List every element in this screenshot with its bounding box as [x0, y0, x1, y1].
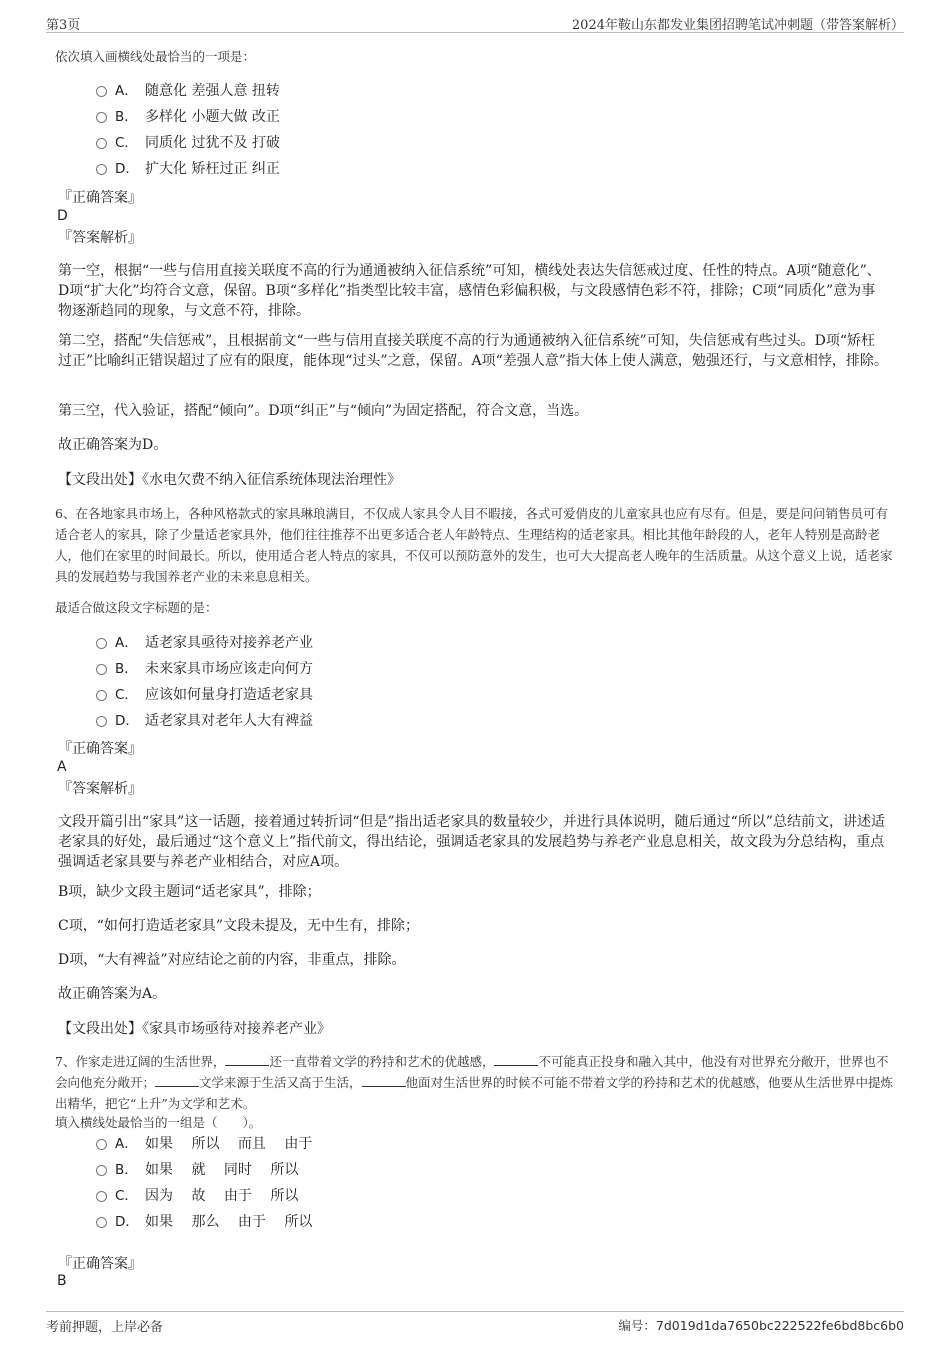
- q6-analysis-paragraph: 文段开篇引出“家具”这一话题，接着通过转折词“但是”指出适老家具的数量较少，并进行具体说明，随后通过“所以”总结前文，讲述适老家具的好处，最后通过“这个意义上”指代前文，得出结论，强调适老家具的发展趋势与养老产业息息相关，故文段为分总结构，重点强调适老家具要与养老产业相结合，对应A项。: [58, 814, 885, 870]
- q5-answer-label: 『正确答案』: [58, 190, 142, 206]
- radio-icon[interactable]: [96, 112, 107, 123]
- q6-option-a[interactable]: A． 适老家具亟待对接养老产业: [96, 632, 313, 654]
- q6-analysis-label: 『答案解析』: [58, 781, 142, 797]
- q6-analysis-paragraph: C项，“如何打造适老家具”文段未提及，无中生有，排除；: [58, 918, 420, 934]
- fill-blank: [494, 1053, 538, 1066]
- radio-icon[interactable]: [96, 638, 107, 649]
- q5-option-c[interactable]: C． 同质化 过犹不及 打破: [96, 132, 280, 154]
- q5-analysis-label: 『答案解析』: [58, 230, 142, 246]
- radio-icon[interactable]: [96, 690, 107, 701]
- q5-analysis-paragraph: 故正确答案为D。: [58, 437, 168, 453]
- radio-icon[interactable]: [96, 86, 107, 97]
- q6-passage: 6、在各地家具市场上，各种风格款式的家具琳琅满目，不仅成人家具令人目不暇接，各式可爱俏皮的儿童家具也应有尽有。但是，要是问问销售员可有适合老人的家具，除了少量适老家具外，他们往往推荐不出更多适合老人年龄特点、生理结构的适老家具。相比其他年龄段的人，老年人特别是高龄老人，他们在家里的时间最长。所以，使用适合老人特点的家具，不仅可以预防意外的发生，也可大大提高老人晚年的生活质量。从这个意义上说，适老家具的发展趋势与我国养老产业的未来息息相关。: [55, 506, 893, 584]
- q7-option-d[interactable]: D． 如果 那么 由于 所以: [96, 1211, 312, 1233]
- q5-option-d[interactable]: D． 扩大化 矫枉过正 纠正: [96, 158, 280, 180]
- q6-analysis-paragraph: D项，“大有裨益”对应结论之前的内容，非重点，排除。: [58, 952, 406, 968]
- radio-icon[interactable]: [96, 164, 107, 175]
- q7-answer: B: [57, 1273, 67, 1289]
- fill-blank: [362, 1074, 406, 1087]
- q7-option-b[interactable]: B． 如果 就 同时 所以: [96, 1159, 298, 1181]
- q6-analysis-paragraph: 故正确答案为A。: [58, 986, 167, 1002]
- radio-icon[interactable]: [96, 1217, 107, 1228]
- fill-blank: [225, 1053, 269, 1066]
- radio-icon[interactable]: [96, 1165, 107, 1176]
- q5-stem: 依次填入画横线处最恰当的一项是：: [55, 49, 256, 64]
- radio-icon[interactable]: [96, 138, 107, 149]
- q6-stem: 最适合做这段文字标题的是：: [55, 600, 218, 615]
- q6-analysis-paragraph: B项，缺少文段主题词“适老家具”，排除；: [58, 884, 321, 900]
- q7-passage: 7、作家走进辽阔的生活世界， 还一直带着文学的矜持和艺术的优越感， 不可能真正投身和融入其中，他没有对世界充分敞开，世界也不会向他充分敞开； 文学来源于生活又高于生活， 他面对生活世界的时候不可能不带着文学的矜持和艺术的优越感，他要从生活世界中提炼出精华，把它“上升”为文学和艺术。: [55, 1054, 894, 1111]
- q5-answer: D: [57, 208, 68, 224]
- q5-analysis-paragraph: 第一空，根据“一些与信用直接关联度不高的行为通通被纳入征信系统”可知，横线处表达失信惩戒过度、任性的特点。A项“随意化”、D项“扩大化”均符合文意，保留。B项“多样化”指类型比较丰富，感情色彩偏积极，与文段感情色彩不符，排除；C项“同质化”意为事物逐渐趋同的现象，与文意不符，排除。: [58, 263, 881, 319]
- q5-analysis-paragraph: 第二空，搭配“失信惩戒”，且根据前文“一些与信用直接关联度不高的行为通通被纳入征信系统”可知，失信惩戒有些过头。D项“矫枉过正”比喻纠正错误超过了应有的限度，能体现“过头”之意，保留。A项“差强人意”指大体上使人满意，勉强还行，与文意相悖，排除。: [58, 333, 888, 369]
- document-id-value: 7d019d1da7650bc222522fe6bd8bc6b0: [655, 1318, 904, 1333]
- q7-stem: 填入横线处最恰当的一组是（ ）。: [55, 1115, 262, 1130]
- q7-option-c[interactable]: C． 因为 故 由于 所以: [96, 1185, 298, 1207]
- page-number: 第3页: [46, 18, 81, 33]
- page-footer: [46, 1311, 904, 1336]
- q6-option-c[interactable]: C． 应该如何量身打造适老家具: [96, 684, 313, 706]
- q5-source: 【文段出处】《水电欠费不纳入征信系统体现法治理性》: [58, 472, 401, 488]
- q5-option-b[interactable]: B． 多样化 小题大做 改正: [96, 106, 280, 128]
- q6-answer-label: 『正确答案』: [58, 741, 142, 757]
- page-header: [46, 12, 904, 33]
- radio-icon[interactable]: [96, 664, 107, 675]
- q7-option-a[interactable]: A． 如果 所以 而且 由于: [96, 1133, 312, 1155]
- q6-answer: A: [57, 759, 67, 775]
- q5-analysis-paragraph: 第三空，代入验证，搭配“倾向”。D项“纠正”与“倾向”为固定搭配，符合文意，当选。: [58, 403, 589, 419]
- q6-source: 【文段出处】《家具市场亟待对接养老产业》: [58, 1021, 331, 1037]
- q6-option-b[interactable]: B． 未来家具市场应该走向何方: [96, 658, 313, 680]
- radio-icon[interactable]: [96, 1191, 107, 1202]
- q5-option-a[interactable]: A． 随意化 差强人意 扭转: [96, 80, 280, 102]
- q6-option-d[interactable]: D． 适老家具对老年人大有裨益: [96, 710, 313, 732]
- document-title: 2024年鞍山东都发业集团招聘笔试冲刺题（带答案解析）: [571, 18, 904, 33]
- footer-slogan: 考前押题，上岸必备: [46, 1320, 164, 1335]
- q7-answer-label: 『正确答案』: [58, 1256, 142, 1272]
- document-id: [618, 1316, 904, 1334]
- radio-icon[interactable]: [96, 1139, 107, 1150]
- document-id-label: 编号：: [618, 1318, 656, 1333]
- fill-blank: [155, 1074, 199, 1087]
- radio-icon[interactable]: [96, 716, 107, 727]
